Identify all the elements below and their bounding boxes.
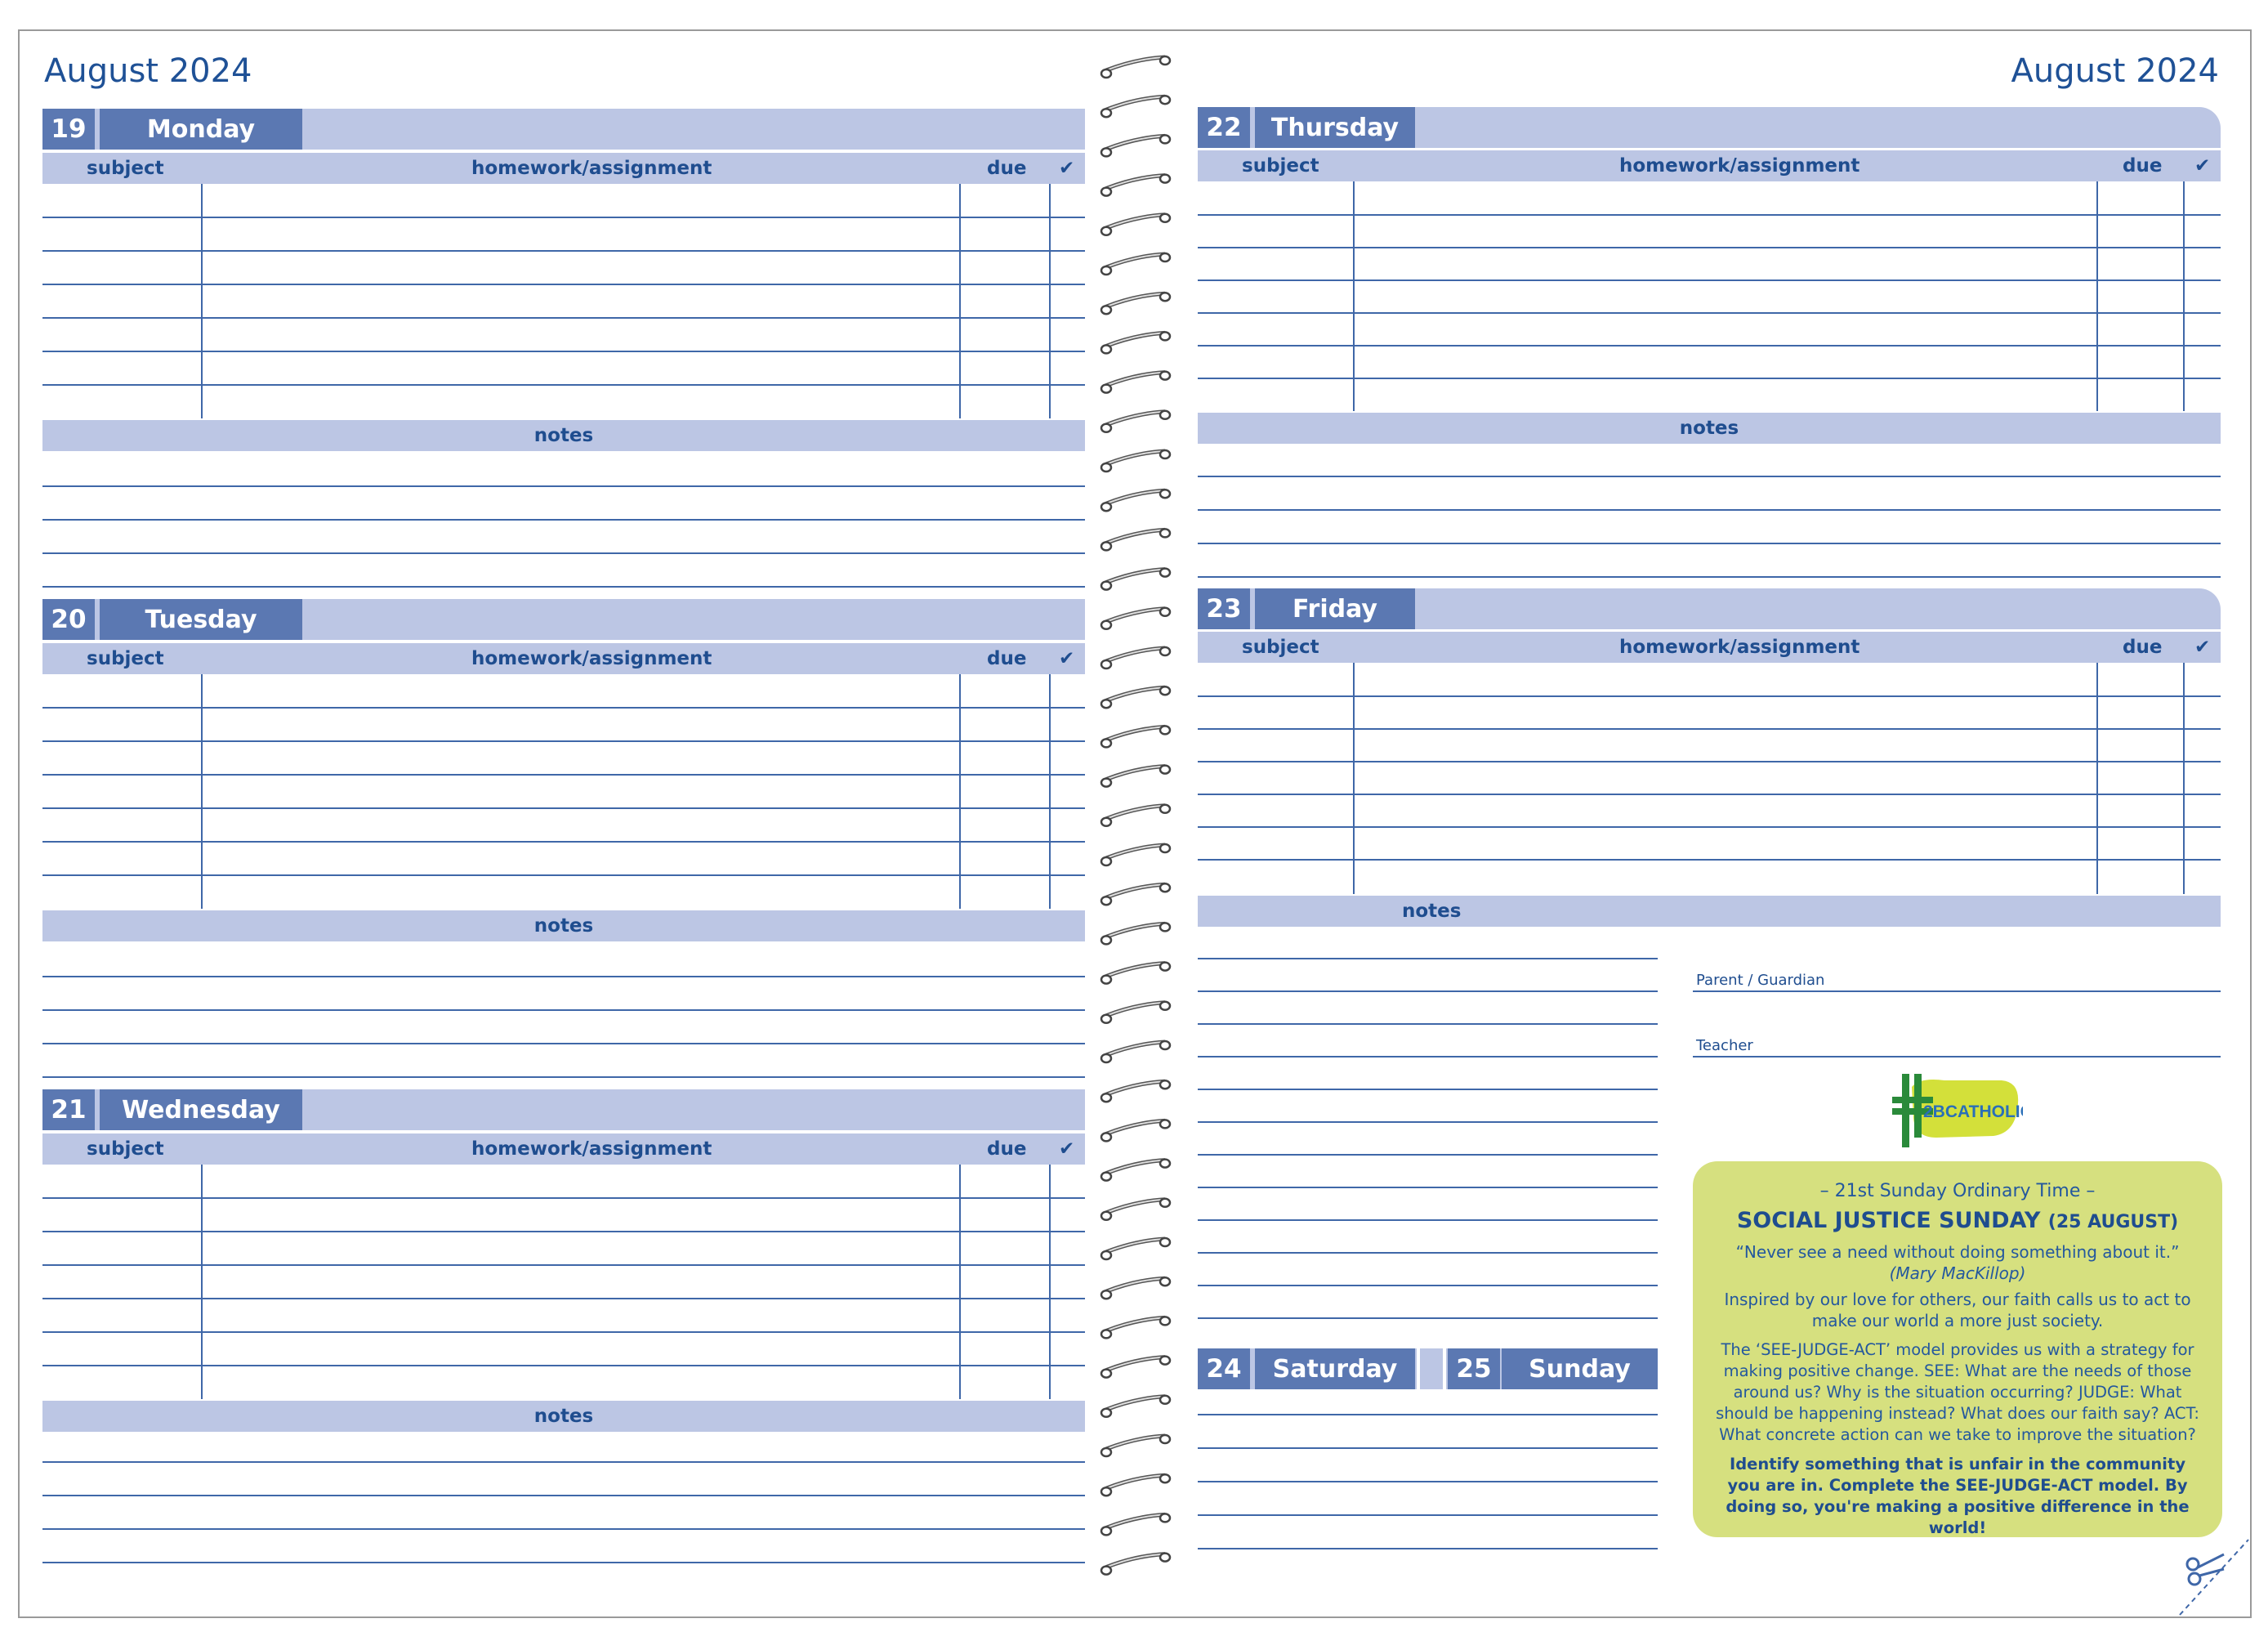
saturday-number: 24 [1198,1348,1250,1389]
spiral-ring [1101,726,1170,747]
subject-divider [201,1165,203,1399]
homework-row-line[interactable] [42,317,1085,319]
social-justice-panel [1693,1161,2222,1537]
panel-paragraph-2: The ‘SEE-JUDGE-ACT’ model provides us with a strategy for making positive change. SEE: What are the needs of those around us? Why is the situation occurring? JUDGE: What should be happening instead? What does our faith say? ACT: What concrete action can we take to improve the situation? [1716,1340,2199,1444]
spiral-ring [1101,569,1170,590]
notes-label-bar: notes [1198,896,2221,927]
due-divider [959,674,961,909]
spiral-ring [1101,1474,1170,1496]
homework-row-line[interactable] [1198,247,2221,248]
notes-label-bar: notes [42,910,1085,941]
day-name: Friday [1255,588,1415,629]
notes-label-bar: notes [42,420,1085,451]
day-number: 19 [42,109,95,150]
spiral-ring [1101,1317,1170,1338]
panel-quote-text: “Never see a need without doing something about it.” [1735,1242,2180,1262]
homework-row-line[interactable] [42,1298,1085,1299]
weekend-separator [1417,1348,1446,1389]
weekend-notes-line[interactable] [1198,1514,1658,1516]
spiral-ring [1101,332,1170,353]
spiral-ring [1101,1357,1170,1378]
notes-line[interactable] [42,1528,1085,1530]
panel-title-text: SOCIAL JUSTICE SUNDAY [1736,1208,2041,1233]
weekend-notes-line[interactable] [1198,1548,1658,1549]
notes-line[interactable] [1198,1023,1658,1025]
day-number: 21 [42,1089,95,1130]
spiral-ring [1101,1080,1170,1102]
homework-row-line[interactable] [1198,761,2221,762]
day-block-friday [1198,588,2221,932]
subject-divider [201,674,203,909]
homework-row-line[interactable] [1198,345,2221,347]
day-block-monday [42,109,1085,591]
homework-row-line[interactable] [42,250,1085,252]
scissors-icon [2187,1554,2224,1585]
homework-column-label: homework/assignment [1619,155,1860,177]
panel-paragraph-1: Inspired by our love for others, our faith calls us to act to make our world a more just society. [1724,1290,2191,1330]
check-column-label: ✔ [2194,637,2211,658]
notes-line[interactable] [42,1076,1085,1078]
weekend-notes-line[interactable] [1198,1447,1658,1449]
homework-row-line[interactable] [1198,826,2221,828]
notes-line[interactable] [42,976,1085,977]
spiral-ring [1101,1396,1170,1417]
subject-column-label: subject [87,648,164,669]
due-column-label: due [2123,155,2163,177]
homework-row-line[interactable] [1198,728,2221,730]
column-header-row [1198,632,2221,663]
day-block-weekend [1198,1348,1658,1561]
homework-row-line[interactable] [1198,859,2221,861]
homework-row-line[interactable] [42,351,1085,352]
check-divider [1049,1165,1051,1399]
spiral-ring [1101,1199,1170,1220]
scissors-cut-corner [2176,1536,2252,1618]
notes-line[interactable] [1198,1187,1658,1188]
homework-row-line[interactable] [42,707,1085,709]
check-column-label: ✔ [2194,155,2211,177]
due-column-label: due [987,158,1027,179]
check-column-label: ✔ [1059,648,1075,669]
parent-signature-line[interactable] [1693,990,2221,992]
spiral-ring [1101,1002,1170,1023]
homework-column-label: homework/assignment [1619,637,1860,658]
spiral-ring [1101,805,1170,826]
spiral-ring [1101,96,1170,117]
spiral-ring [1101,175,1170,196]
notes-line[interactable] [42,586,1085,588]
spiral-ring [1101,450,1170,472]
homework-row-line[interactable] [42,384,1085,386]
panel-title [1711,1210,2204,1233]
day-name: Monday [100,109,302,150]
homework-row-line[interactable] [1198,214,2221,216]
panel-quote [1711,1241,2204,1284]
due-divider [959,1165,961,1399]
notes-line[interactable] [1198,1317,1658,1319]
teacher-label: Teacher [1696,1037,1753,1054]
homework-row-line[interactable] [1198,695,2221,697]
spiral-ring [1101,214,1170,235]
panel-title-date: (25 AUGUST) [2047,1212,2179,1232]
homework-column-label: homework/assignment [471,1138,712,1160]
right-month-header: August 2024 [2011,52,2219,90]
due-divider [2096,181,2098,411]
2bcatholic-logo [1887,1069,2023,1151]
notes-line[interactable] [1198,958,1658,959]
column-header-row [1198,150,2221,181]
spiral-ring [1101,1160,1170,1181]
notes-line[interactable] [1198,1252,1658,1254]
spiral-ring [1101,923,1170,944]
due-column-label: due [2123,637,2163,658]
notes-line[interactable] [1198,1121,1658,1123]
homework-row-line[interactable] [42,1331,1085,1333]
homework-row-line[interactable] [42,874,1085,876]
check-divider [2183,181,2185,411]
spiral-ring [1101,56,1170,78]
spiral-ring [1101,963,1170,984]
spiral-ring [1101,253,1170,275]
subject-column-label: subject [1242,155,1319,177]
sunday-name: Sunday [1502,1348,1658,1389]
spiral-ring [1101,844,1170,865]
homework-row-line[interactable] [42,740,1085,742]
notes-label-bar: notes [42,1401,1085,1432]
column-header-row [42,1133,1085,1165]
spiral-ring [1101,1041,1170,1062]
panel-quote-author: (Mary MacKillop) [1889,1263,2026,1283]
homework-row-line[interactable] [42,774,1085,776]
spiral-ring [1101,372,1170,393]
notes-line[interactable] [1198,476,2221,477]
notes-line[interactable] [42,1043,1085,1044]
homework-row-line[interactable] [1198,794,2221,795]
spiral-ring [1101,1238,1170,1259]
notes-line[interactable] [1198,1056,1658,1057]
spiral-ring [1101,766,1170,787]
homework-column-label: homework/assignment [471,158,712,179]
spiral-ring [1101,883,1170,905]
subject-divider [1353,181,1355,411]
homework-row-line[interactable] [42,1365,1085,1366]
spiral-ring [1101,647,1170,668]
homework-row-line[interactable] [42,1197,1085,1199]
homework-row-line[interactable] [1198,279,2221,281]
column-header-row [42,643,1085,674]
day-number: 23 [1198,588,1250,629]
notes-line[interactable] [42,1461,1085,1463]
check-column-label: ✔ [1059,158,1075,179]
notes-line[interactable] [1198,1285,1658,1286]
spiral-ring [1101,1514,1170,1535]
weekend-notes-line[interactable] [1198,1414,1658,1415]
day-number: 20 [42,599,95,640]
notes-line[interactable] [1198,509,2221,511]
day-block-tuesday [42,599,1085,1081]
due-column-label: due [987,1138,1027,1160]
homework-row-line[interactable] [1198,312,2221,314]
day-name: Thursday [1255,107,1415,148]
homework-row-line[interactable] [42,841,1085,843]
notes-line[interactable] [1198,576,2221,578]
panel-call-to-action: Identify something that is unfair in the community you are in. Complete the SEE-JUDGE-ACT model. By doing so, you're making a positive difference in the world! [1726,1455,2190,1537]
spiral-ring [1101,135,1170,156]
parent-guardian-label: Parent / Guardian [1696,972,1825,989]
notes-line[interactable] [1198,543,2221,544]
notes-line[interactable] [42,519,1085,521]
subject-column-label: subject [87,158,164,179]
due-column-label: due [987,648,1027,669]
notes-label-bar: notes [1198,413,2221,444]
notes-line[interactable] [1198,1154,1658,1156]
homework-row-line[interactable] [42,807,1085,809]
sunday-number: 25 [1448,1348,1500,1389]
homework-row-line[interactable] [42,1264,1085,1266]
teacher-signature-line[interactable] [1693,1056,2221,1057]
logo-wordmark: 2BCATHOLIC [1923,1102,2023,1121]
check-column-label: ✔ [1059,1138,1075,1160]
saturday-name: Saturday [1255,1348,1415,1389]
day-block-wednesday [42,1089,1085,1572]
spiral-ring [1101,1277,1170,1299]
notes-line[interactable] [1198,990,1658,992]
spiral-ring [1101,1120,1170,1141]
spiral-ring [1101,529,1170,550]
notes-line[interactable] [42,1495,1085,1496]
homework-row-line[interactable] [42,217,1085,218]
check-divider [1049,184,1051,418]
spiral-ring [1101,1435,1170,1456]
spiral-ring [1101,686,1170,708]
day-name: Wednesday [100,1089,302,1130]
notes-line[interactable] [42,552,1085,554]
homework-column-label: homework/assignment [471,648,712,669]
spiral-ring [1101,293,1170,314]
homework-row-line[interactable] [42,284,1085,285]
panel-subtitle: – 21st Sunday Ordinary Time – [1819,1181,2096,1201]
notes-line[interactable] [42,485,1085,487]
spiral-ring [1101,490,1170,511]
day-block-thursday [1198,107,2221,581]
column-header-row [42,153,1085,184]
left-month-header: August 2024 [44,52,252,90]
notes-line[interactable] [42,1009,1085,1011]
subject-column-label: subject [87,1138,164,1160]
weekend-notes-line[interactable] [1198,1481,1658,1482]
subject-divider [201,184,203,418]
homework-row-line[interactable] [42,1231,1085,1232]
due-divider [959,184,961,418]
notes-line[interactable] [42,1562,1085,1563]
spiral-ring [1101,411,1170,432]
spiral-binding [1095,41,1185,1577]
spiral-ring [1101,1554,1170,1575]
homework-row-line[interactable] [1198,378,2221,379]
day-number: 22 [1198,107,1250,148]
notes-line[interactable] [1198,1219,1658,1221]
day-name: Tuesday [100,599,302,640]
subject-column-label: subject [1242,637,1319,658]
spiral-ring [1101,608,1170,629]
notes-line[interactable] [1198,1089,1658,1090]
check-divider [1049,674,1051,909]
